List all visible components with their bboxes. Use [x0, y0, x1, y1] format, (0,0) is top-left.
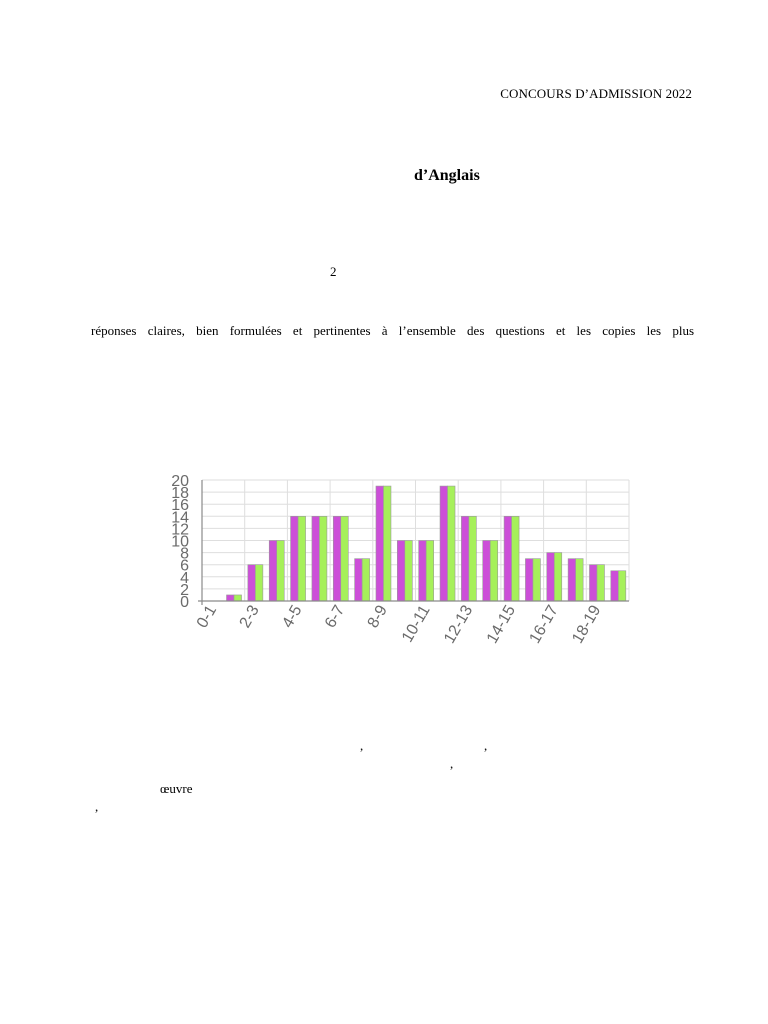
bar	[362, 559, 370, 601]
y-tick-label: 10	[171, 533, 189, 551]
bar	[312, 516, 320, 601]
bar	[234, 595, 242, 601]
bar	[277, 541, 285, 602]
x-tick-label: 2-3	[236, 602, 263, 632]
bar	[341, 516, 349, 601]
bar	[397, 541, 405, 602]
bar	[248, 565, 256, 601]
bar	[440, 486, 448, 601]
stray-comma: ,	[95, 799, 99, 814]
chart-bars	[227, 486, 626, 601]
x-tick-label: 8-9	[364, 602, 391, 632]
x-tick-label: 18-19	[569, 602, 605, 647]
bar	[333, 516, 341, 601]
y-tick-label: 4	[180, 569, 189, 587]
bar	[298, 516, 306, 601]
chart-svg	[160, 468, 640, 658]
y-tick-label: 6	[180, 557, 189, 575]
bar	[405, 541, 413, 602]
bar	[618, 571, 626, 601]
bar	[291, 516, 299, 601]
bar	[504, 516, 512, 601]
x-tick-label: 10-11	[399, 602, 434, 646]
document-header: CONCOURS D’ADMISSION 2022	[500, 86, 692, 101]
bar	[383, 486, 391, 601]
page-fragment-number: 2	[330, 264, 337, 279]
bar	[419, 541, 427, 602]
bar	[355, 559, 363, 601]
bar	[576, 559, 584, 601]
bar	[448, 486, 456, 601]
word-oeuvre: œuvre	[160, 781, 193, 796]
chart-grid	[202, 480, 629, 601]
y-tick-label: 18	[171, 485, 189, 503]
bar	[547, 553, 555, 601]
y-tick-label: 8	[180, 545, 189, 563]
bar	[483, 541, 491, 602]
x-tick-label: 0-1	[193, 602, 221, 632]
bar	[554, 553, 562, 601]
bar	[490, 541, 498, 602]
stray-comma: ,	[484, 738, 488, 753]
y-tick-label: 20	[171, 473, 189, 490]
y-tick-label: 16	[171, 497, 189, 515]
bar	[269, 541, 277, 602]
x-tick-label: 12-13	[441, 602, 477, 647]
bar	[589, 565, 597, 601]
bar	[533, 559, 541, 601]
bar	[376, 486, 384, 601]
bar	[461, 516, 469, 601]
bar	[227, 595, 235, 601]
y-tick-label: 0	[180, 594, 189, 611]
stray-comma: ,	[360, 738, 364, 753]
x-tick-label: 16-17	[526, 602, 562, 647]
grade-distribution-chart	[160, 468, 640, 658]
x-tick-label: 14-15	[483, 602, 520, 647]
bar	[512, 516, 520, 601]
y-tick-label: 14	[171, 509, 189, 527]
bar	[568, 559, 576, 601]
x-tick-label: 4-5	[279, 602, 306, 632]
bar	[597, 565, 605, 601]
stray-comma: ,	[450, 756, 454, 771]
y-tick-label: 2	[180, 581, 189, 599]
paragraph-line: réponses claires, bien formulées et pertinentes à l’ensemble des questions et les copies les plus	[91, 323, 694, 338]
x-tick-label: 6-7	[321, 602, 349, 632]
bar	[255, 565, 263, 601]
bar	[426, 541, 434, 602]
bar	[469, 516, 477, 601]
bar	[525, 559, 533, 601]
bar	[611, 571, 619, 601]
section-title: d’Anglais	[414, 167, 480, 184]
bar	[319, 516, 327, 601]
y-tick-label: 12	[171, 521, 189, 539]
